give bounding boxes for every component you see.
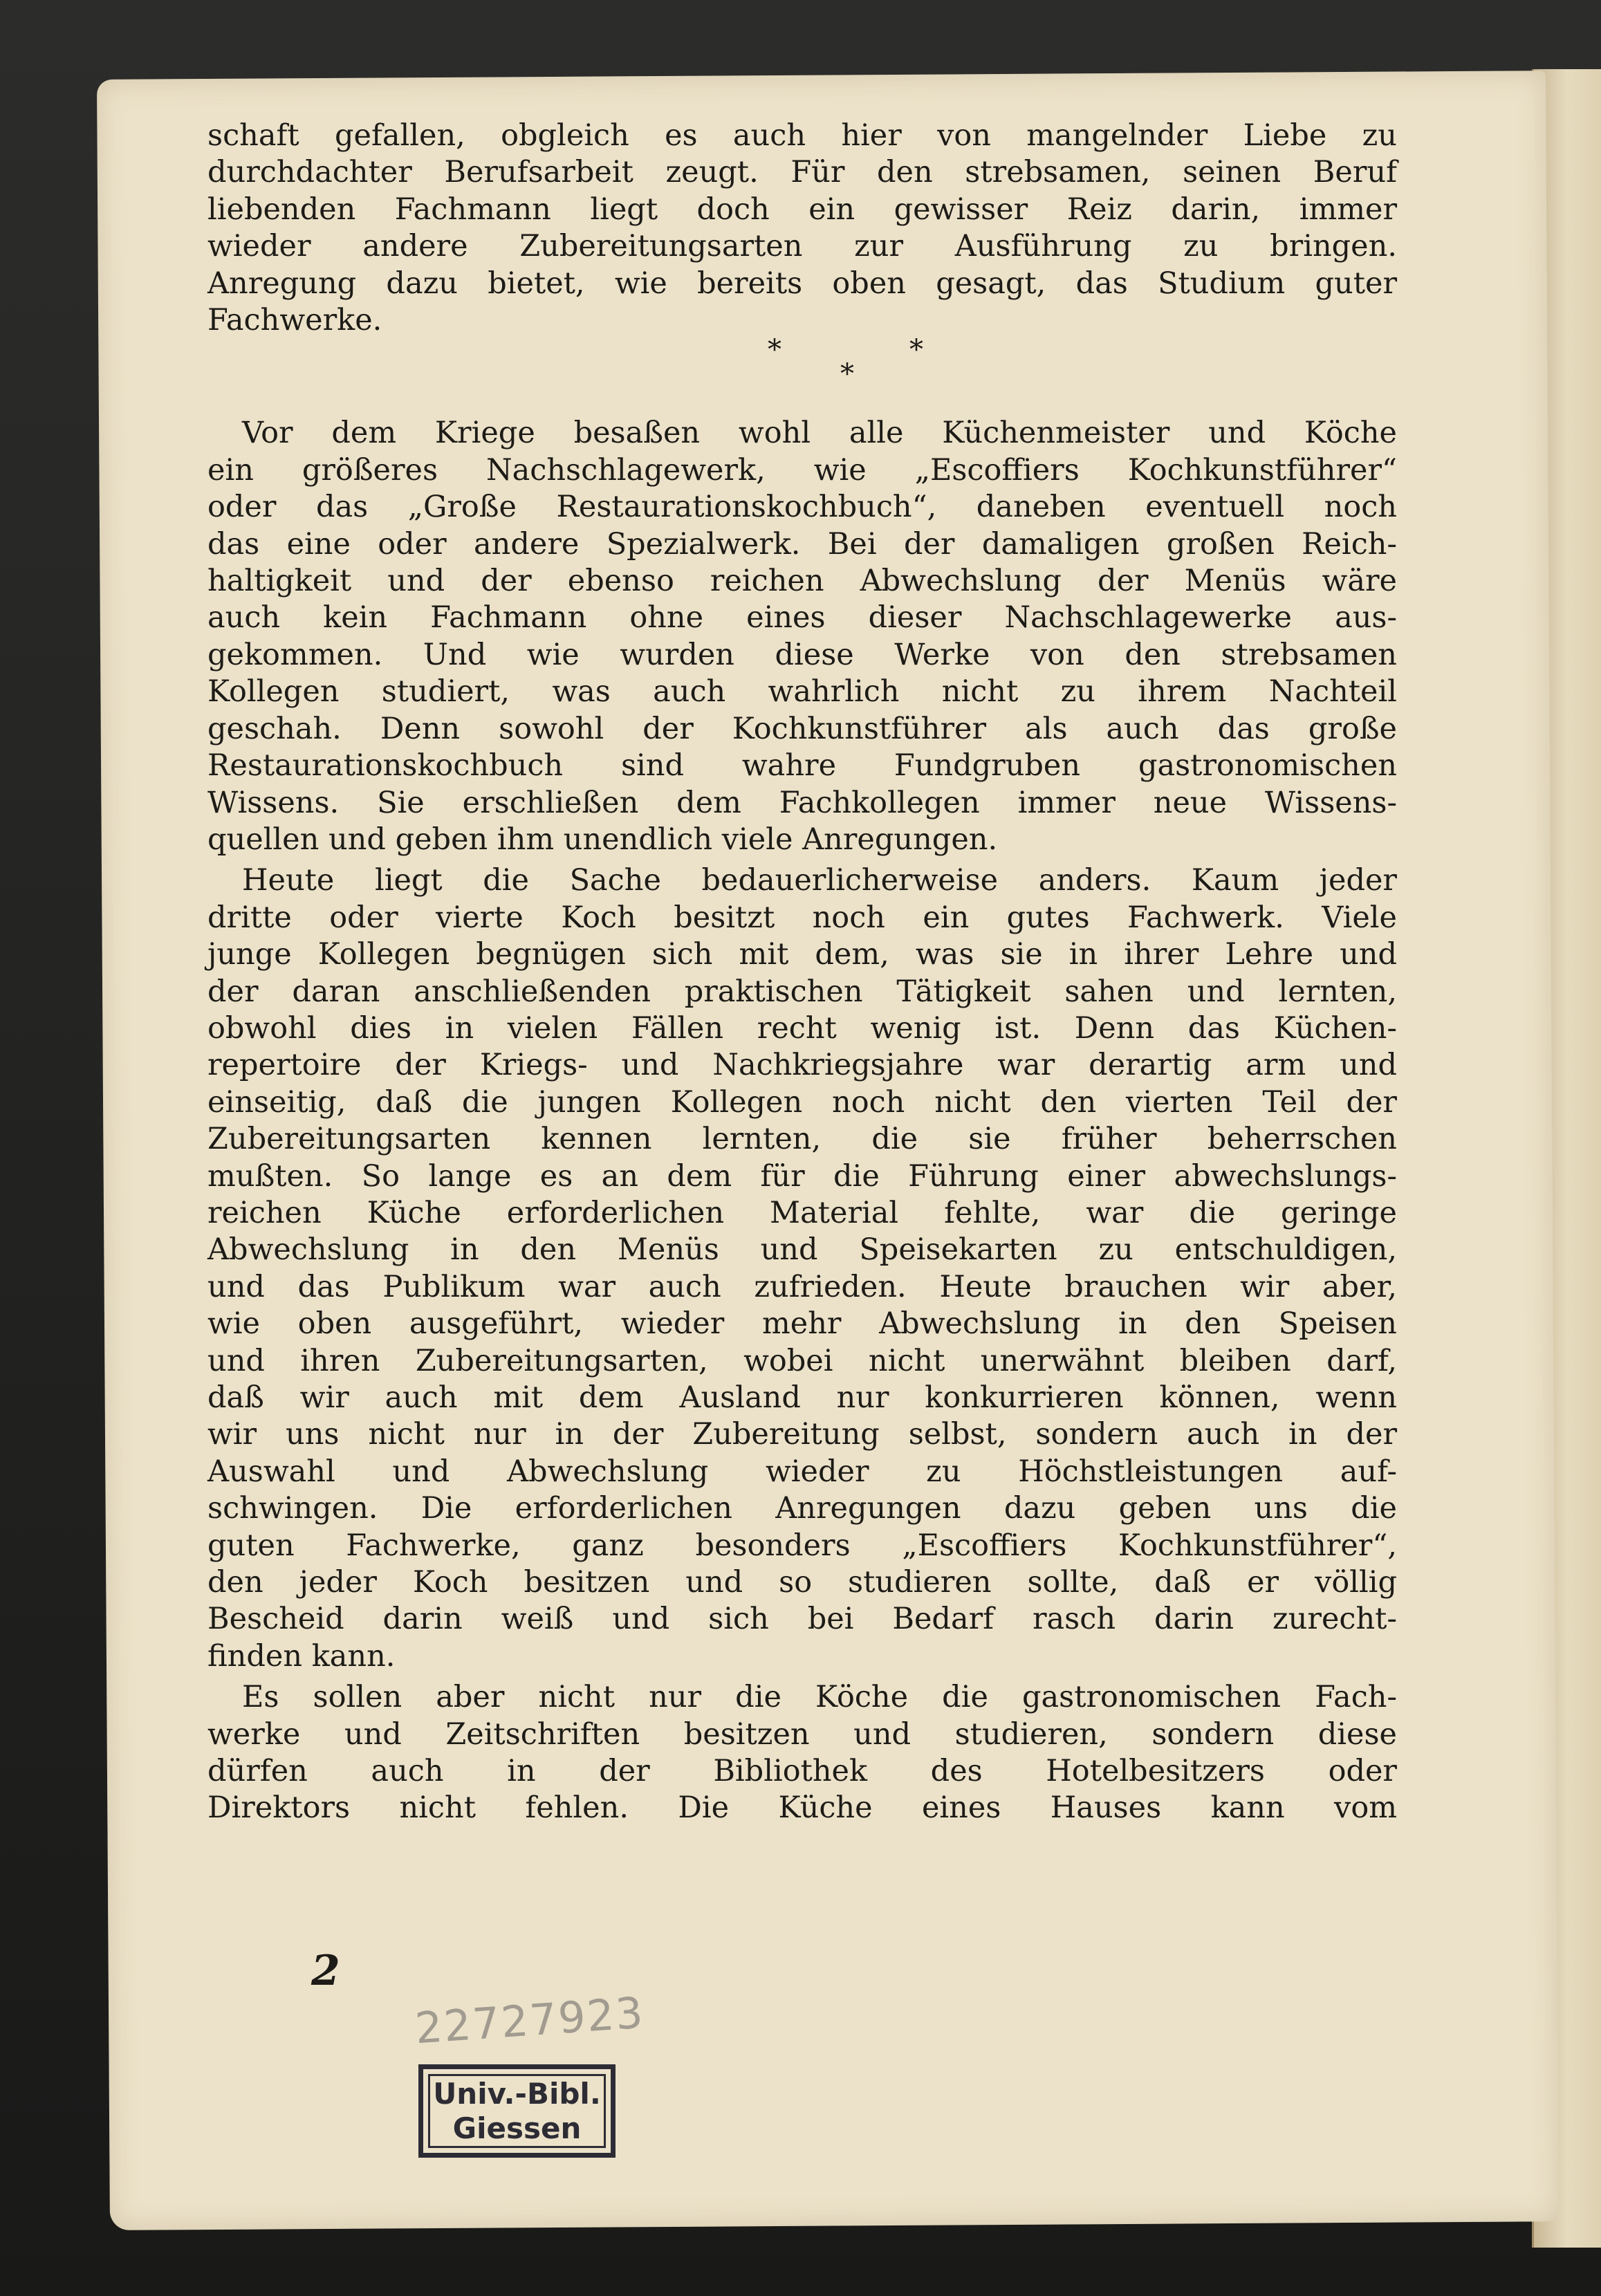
text-line: guten Fachwerke, ganz besonders „Escoffiers Kochkunstführer“, (207, 1528, 1397, 1563)
text-line: Fachwerke. (207, 303, 382, 338)
text-line: haltigkeit und der ebenso reichen Abwechslung der Menüs wäre (207, 564, 1397, 599)
text-line: das eine oder andere Spezialwerk. Bei der damaligen großen Reich- (207, 526, 1397, 562)
paragraph-intro (207, 118, 1397, 339)
text-line: Bescheid darin weiß und sich bei Bedarf rasch darin zurecht- (207, 1602, 1397, 1637)
asterisk: * (768, 334, 781, 367)
text-line: Anregung dazu bietet, wie bereits oben gesagt, das Studium guter (207, 266, 1397, 301)
text-line: dritte oder vierte Koch besitzt noch ein gutes Fachwerk. Viele (207, 900, 1397, 935)
text-line: oder das „Große Restaurationskochbuch“, daneben eventuell noch (207, 490, 1397, 525)
text-line: wie oben ausgeführt, wieder mehr Abwechslung in den Speisen (207, 1306, 1397, 1342)
stamp-line-1: Univ.-Bibl. (433, 2076, 601, 2111)
text-line: geschah. Denn sowohl der Kochkunstführer als auch das große (207, 711, 1397, 746)
text-line: dürfen auch in der Bibliothek des Hotelbesitzers oder (207, 1754, 1397, 1789)
text-line: den jeder Koch besitzen und so studieren sollte, daß er völlig (207, 1565, 1397, 1600)
text-line: Direktors nicht fehlen. Die Küche eines Hauses kann vom (207, 1790, 1397, 1826)
text-line: Restaurationskochbuch sind wahre Fundgruben gastronomischen (207, 748, 1397, 784)
text-line: mußten. So lange es an dem für die Führung einer abwechslungs- (207, 1158, 1397, 1194)
body-text (207, 118, 1397, 1827)
asterisk: * (840, 358, 854, 391)
text-line: der daran anschließenden praktischen Tätigkeit sahen und lernten, (207, 974, 1397, 1009)
text-line: Kollegen studiert, was auch wahrlich nicht zu ihrem Nachteil (207, 674, 1397, 710)
text-line: Auswahl und Abwechslung wieder zu Höchstleistungen auf- (207, 1454, 1397, 1489)
text-line: repertoire der Kriegs- und Nachkriegsjahre war derartig arm und (207, 1048, 1397, 1083)
text-line: obwohl dies in vielen Fällen recht wenig ist. Denn das Küchen- (207, 1010, 1397, 1046)
text-line: liebenden Fachmann liegt doch ein gewisser Reiz darin, immer (207, 192, 1397, 227)
text-line: auch kein Fachmann ohne eines dieser Nachschlagewerke aus- (207, 600, 1397, 636)
text-line: und das Publikum war auch zufrieden. Heute brauchen wir aber, (207, 1269, 1397, 1304)
text-line: schaft gefallen, obgleich es auch hier von mangelnder Liebe zu (207, 118, 1397, 153)
text-line: gekommen. Und wie wurden diese Werke von den strebsamen (207, 637, 1397, 672)
page-number: 2 (311, 1947, 340, 1995)
section-separator (207, 334, 1397, 415)
text-line: reichen Küche erforderlichen Material fehlte, war die geringe (207, 1195, 1397, 1230)
text-line: ein größeres Nachschlagewerk, wie „Escoffiers Kochkunstführer“ (207, 452, 1397, 488)
text-line: Abwechslung in den Menüs und Speisekarten zu entschuldigen, (207, 1232, 1397, 1268)
library-stamp (418, 2064, 616, 2158)
text-line: quellen und geben ihm unendlich viele Anregungen. (207, 822, 998, 857)
text-line: einseitig, daß die jungen Kollegen noch nicht den vierten Teil der (207, 1084, 1397, 1120)
text-line: Vor dem Kriege besaßen wohl alle Küchenmeister und Köche (242, 416, 1397, 451)
text-line: Zubereitungsarten kennen lernten, die sie früher beherrschen (207, 1122, 1397, 1157)
text-line: schwingen. Die erforderlichen Anregungen dazu geben uns die (207, 1491, 1397, 1526)
asterisk: * (909, 334, 923, 367)
text-line: wieder andere Zubereitungsarten zur Ausführung zu bringen. (207, 229, 1397, 264)
text-line: wir uns nicht nur in der Zubereitung selbst, sondern auch in der (207, 1417, 1397, 1452)
paragraph-1 (207, 415, 1397, 858)
text-line: werke und Zeitschriften besitzen und studieren, sondern diese (207, 1716, 1397, 1752)
stamp-line-2: Giessen (452, 2111, 582, 2145)
handwritten-shelf-number: 22727923 (413, 1987, 646, 2054)
paragraph-3 (207, 1679, 1397, 1827)
text-line: finden kann. (207, 1638, 396, 1674)
text-line: Wissens. Sie erschließen dem Fachkollegen immer neue Wissens- (207, 785, 1397, 820)
text-line: daß wir auch mit dem Ausland nur konkurrieren können, wenn (207, 1380, 1397, 1415)
text-line: junge Kollegen begnügen sich mit dem, was sie in ihrer Lehre und (207, 937, 1397, 972)
text-line: Es sollen aber nicht nur die Köche die gastronomischen Fach- (242, 1680, 1397, 1715)
text-line: durchdachter Berufsarbeit zeugt. Für den strebsamen, seinen Beruf (207, 155, 1397, 190)
text-line: Heute liegt die Sache bedauerlicherweise anders. Kaum jeder (242, 863, 1397, 898)
text-line: und ihren Zubereitungsarten, wobei nicht unerwähnt bleiben darf, (207, 1343, 1397, 1378)
paragraph-2 (207, 862, 1397, 1675)
